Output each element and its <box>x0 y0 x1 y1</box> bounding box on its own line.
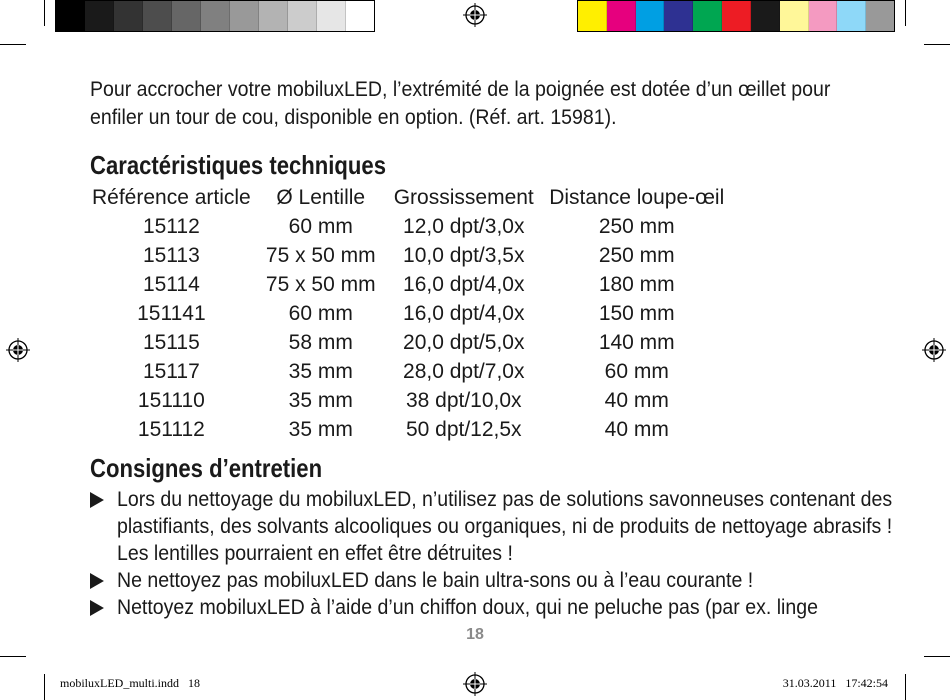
crop-mark-bottom-right-v <box>905 674 906 700</box>
color-swatch <box>288 1 317 31</box>
list-item <box>90 486 898 567</box>
specs-table <box>92 183 737 444</box>
cell-magnification: 12,0 dpt/3,0x <box>403 215 525 238</box>
registration-mark-icon <box>463 3 487 27</box>
page-content <box>90 76 893 621</box>
crop-mark-top-right-v <box>905 0 906 26</box>
cell-reference: 15117 <box>142 360 200 383</box>
cell-reference: 151110 <box>137 389 205 412</box>
table-row <box>92 415 737 444</box>
cell-reference: 15112 <box>142 215 200 238</box>
color-swatch <box>607 1 636 31</box>
cell-magnification: 16,0 dpt/4,0x <box>403 302 525 325</box>
triangle-bullet-icon <box>90 492 104 508</box>
color-swatch <box>143 1 172 31</box>
table-row <box>92 328 737 357</box>
color-swatch <box>172 1 201 31</box>
registration-mark-icon <box>922 338 946 362</box>
column-header-magnification: Grossissement <box>393 186 534 209</box>
cell-magnification: 38 dpt/10,0x <box>405 389 522 412</box>
care-item-text: Nettoyez mobiluxLED à l’aide d’un chiffon doux, qui ne peluche pas (par ex. linge <box>116 596 818 619</box>
color-swatch <box>866 1 894 31</box>
crop-mark-bottom-left-h <box>0 656 26 657</box>
cell-distance: 40 mm <box>604 418 669 441</box>
cell-lens: 60 mm <box>288 302 353 325</box>
specs-header-row <box>92 183 737 212</box>
specs-heading: Caractéristiques techniques <box>90 150 386 180</box>
registration-mark-icon <box>6 338 30 362</box>
table-row <box>92 241 737 270</box>
crop-mark-top-left-v <box>44 0 45 26</box>
crop-mark-top-left-h <box>0 44 26 45</box>
cell-reference: 151141 <box>137 302 206 325</box>
color-swatch <box>664 1 693 31</box>
cell-lens: 35 mm <box>288 389 353 412</box>
cell-distance: 180 mm <box>598 273 675 296</box>
cell-reference: 15115 <box>142 331 200 354</box>
cell-lens: 75 x 50 mm <box>265 244 376 267</box>
color-swatch <box>693 1 722 31</box>
column-header-reference: Référence article <box>92 186 251 209</box>
color-swatch <box>578 1 607 31</box>
cell-lens: 58 mm <box>288 331 353 354</box>
cell-magnification: 16,0 dpt/4,0x <box>403 273 525 296</box>
table-row <box>92 270 737 299</box>
column-header-distance: Distance loupe-œil <box>549 186 725 209</box>
cell-distance: 150 mm <box>598 302 675 325</box>
color-swatch <box>722 1 751 31</box>
color-swatch <box>230 1 259 31</box>
care-heading: Consignes d’entretien <box>90 453 323 483</box>
cell-magnification: 50 dpt/12,5x <box>405 418 522 441</box>
color-swatch <box>201 1 230 31</box>
color-swatch <box>751 1 780 31</box>
column-header-lens: Ø Lentille <box>276 186 366 209</box>
cell-lens: 60 mm <box>288 215 353 238</box>
color-swatch <box>85 1 114 31</box>
crop-mark-bottom-left-v <box>44 674 45 700</box>
color-swatch <box>56 1 85 31</box>
list-item <box>90 594 898 621</box>
table-row <box>92 357 737 386</box>
color-swatch <box>837 1 866 31</box>
cell-magnification: 28,0 dpt/7,0x <box>403 360 525 383</box>
cell-magnification: 10,0 dpt/3,5x <box>403 244 525 267</box>
color-swatch <box>259 1 288 31</box>
color-swatch <box>114 1 143 31</box>
color-swatch <box>317 1 346 31</box>
triangle-bullet-icon <box>90 573 104 589</box>
slug-file: mobiluxLED_multi.indd 18 <box>60 676 200 690</box>
slug-datetime: 31.03.2011 17:42:54 <box>782 676 888 690</box>
cell-distance: 250 mm <box>598 244 675 267</box>
table-row <box>92 386 737 415</box>
crop-mark-top-right-h <box>924 44 950 45</box>
triangle-bullet-icon <box>90 600 104 616</box>
cell-distance: 40 mm <box>604 389 669 412</box>
care-item-text: Ne nettoyez pas mobiluxLED dans le bain ultra-sons ou à l’eau courante ! <box>116 569 754 592</box>
cell-reference: 151112 <box>137 418 205 441</box>
cell-lens: 35 mm <box>288 418 353 441</box>
color-swatch <box>346 1 374 31</box>
registration-mark-icon <box>463 672 487 696</box>
list-item <box>90 567 898 594</box>
cell-lens: 75 x 50 mm <box>265 273 376 296</box>
care-list <box>90 486 893 621</box>
care-item-text: Lors du nettoyage du mobiluxLED, n’utilisez pas de solutions savonneuses contenant des plastifiants, des solvants alcooliques ou organiques, ni de produits de nettoyage abrasifs ! Les lentilles pourraient en effet être détruites ! <box>116 488 893 565</box>
cell-lens: 35 mm <box>288 360 353 383</box>
cell-reference: 15113 <box>142 244 200 267</box>
cell-distance: 60 mm <box>604 360 669 383</box>
color-swatch <box>636 1 665 31</box>
color-control-bar <box>577 0 895 32</box>
cell-reference: 15114 <box>142 273 200 296</box>
color-swatch <box>809 1 838 31</box>
cell-distance: 250 mm <box>598 215 675 238</box>
page-number: 18 <box>466 626 484 643</box>
crop-mark-bottom-right-h <box>924 656 950 657</box>
color-swatch <box>780 1 809 31</box>
grayscale-bar <box>55 0 375 32</box>
cell-magnification: 20,0 dpt/5,0x <box>403 331 525 354</box>
intro-paragraph: Pour accrocher votre mobiluxLED, l’extrémité de la poignée est dotée d’un œillet pour enfiler un tour de cou, disponible en option. (Réf. art. 15981). <box>90 78 831 129</box>
cell-distance: 140 mm <box>598 331 675 354</box>
table-row <box>92 299 737 328</box>
table-row <box>92 212 737 241</box>
